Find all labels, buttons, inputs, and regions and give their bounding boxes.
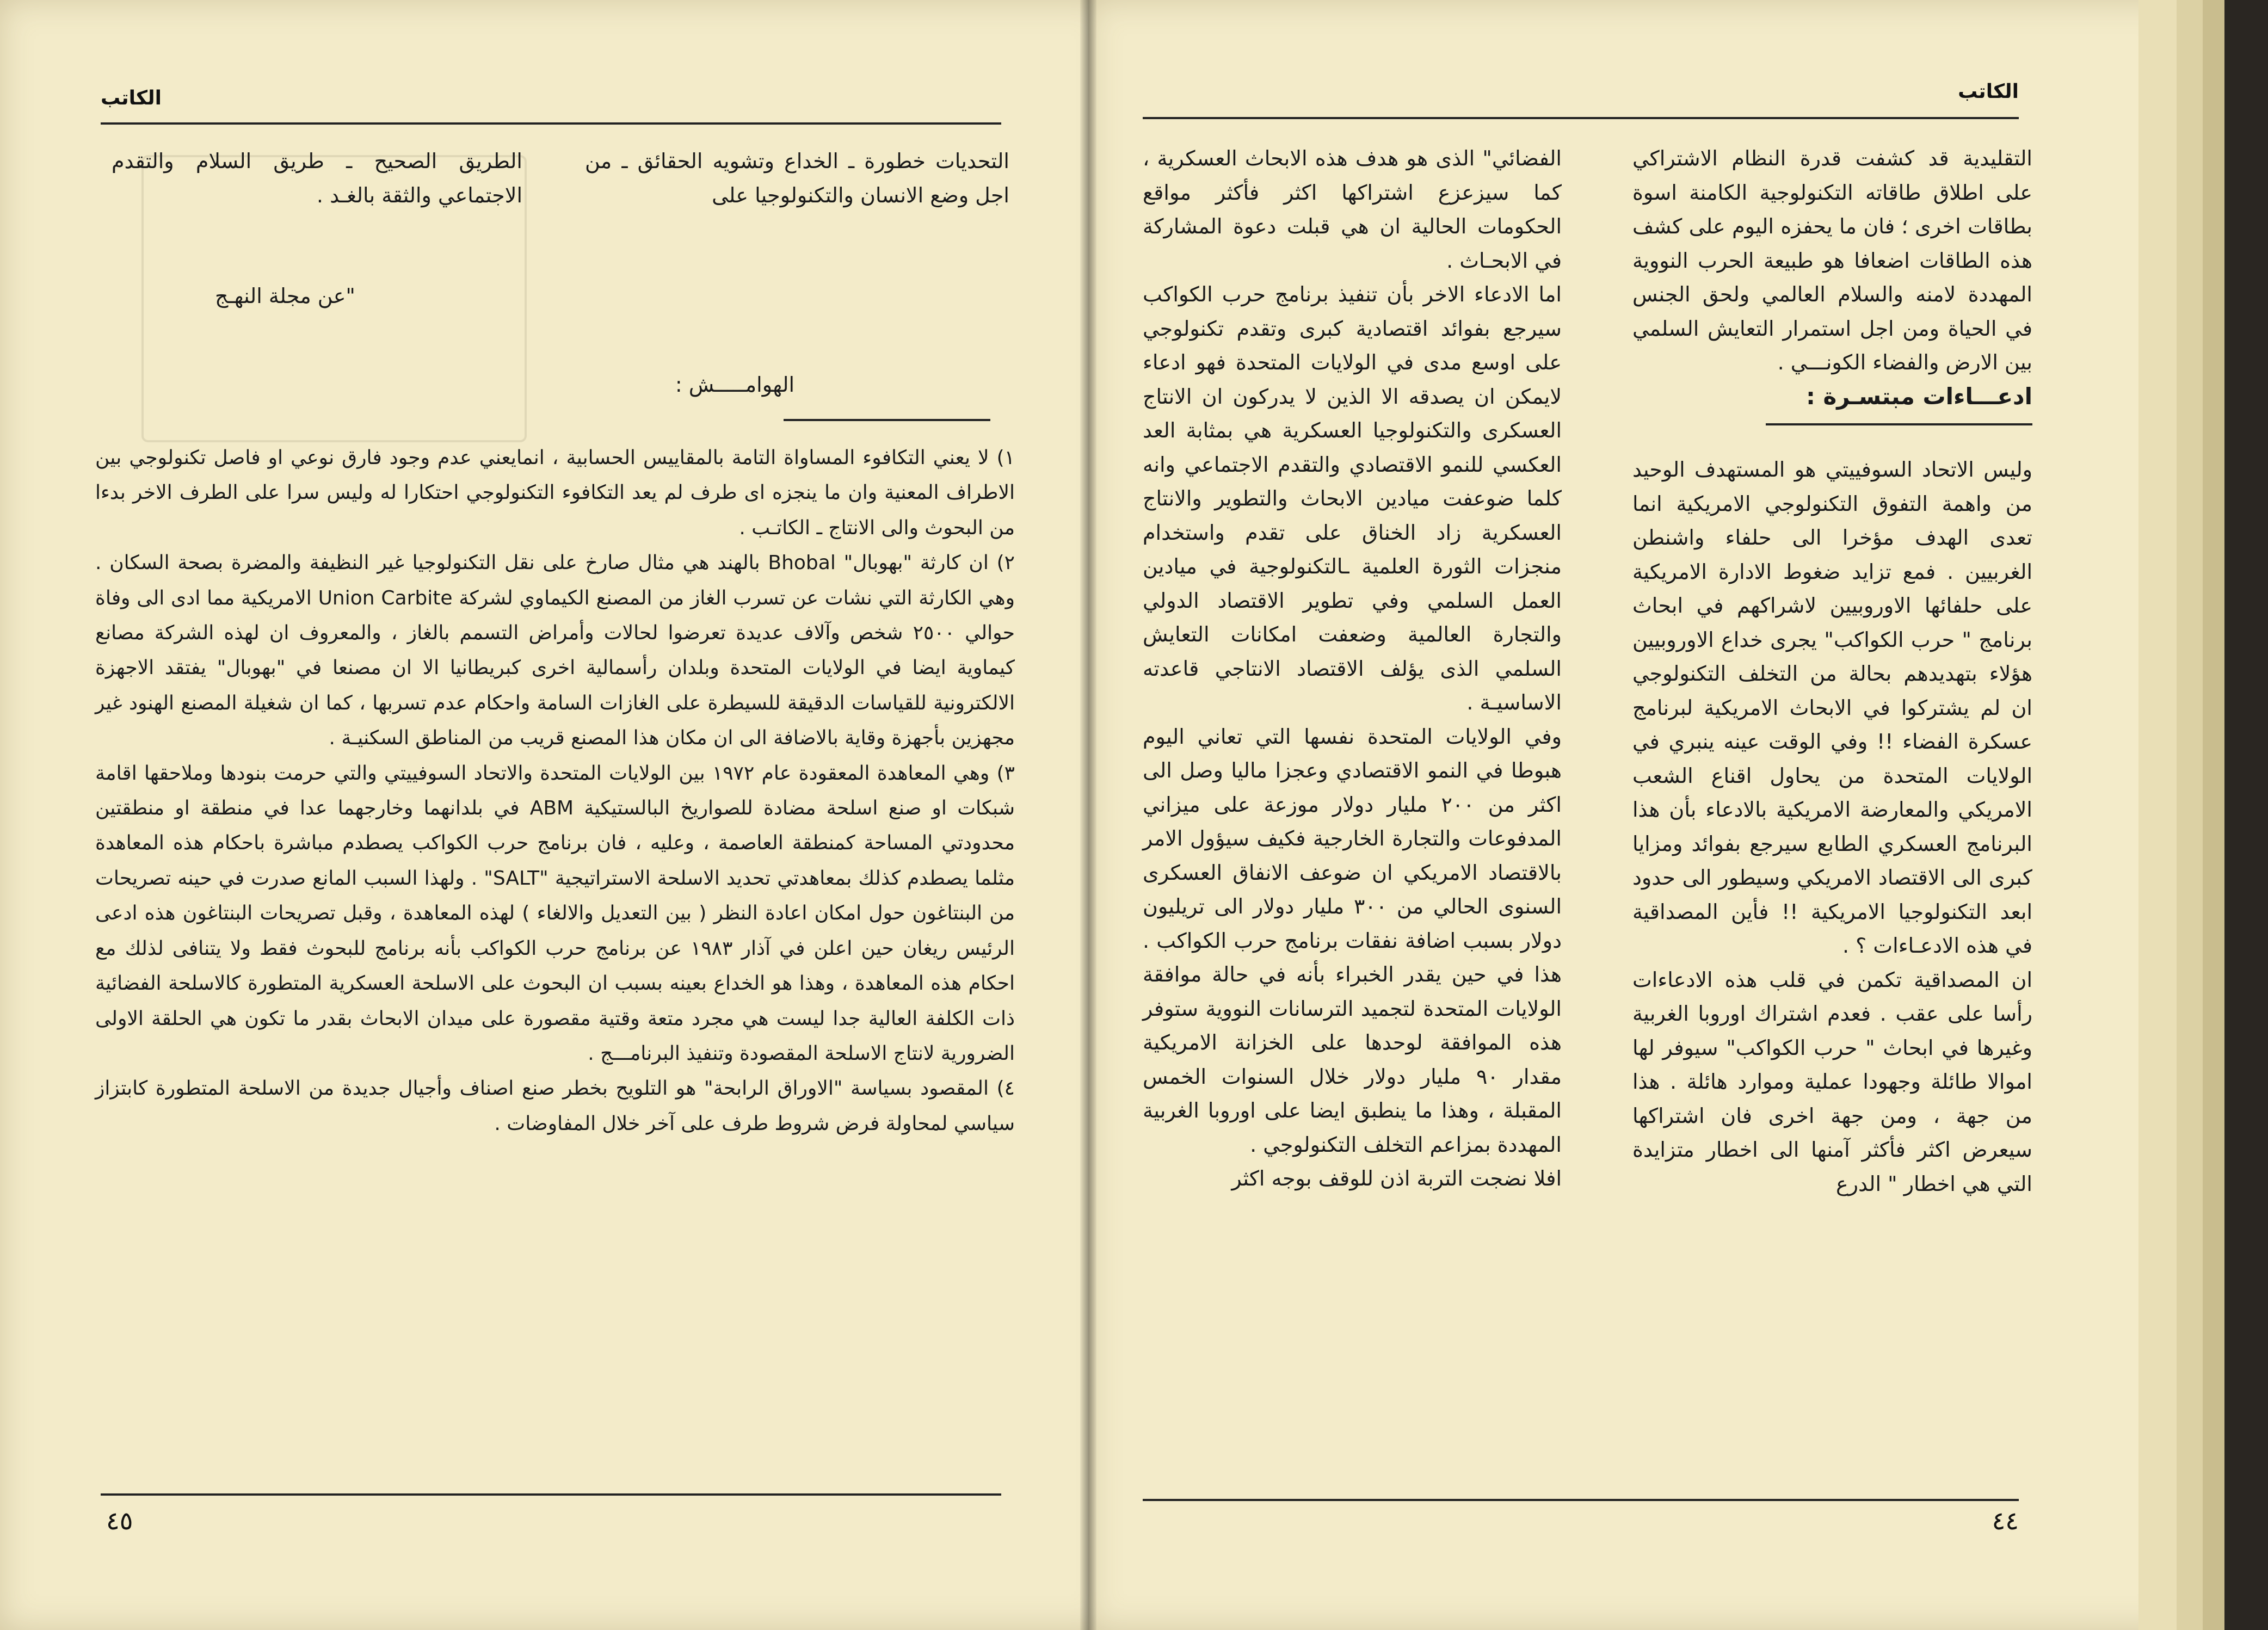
paragraph: الفضائي" الذى هو هدف هذه الابحاث العسكرية ، كما سيزعزع اشتراكها اكثر فأكثر مواقع الحكومات الحالية ان هي قبلت دعوة المشاركة في الابحـاث . — [1143, 146, 1562, 273]
paragraph: التحديات خطورة ـ الخداع وتشويه الحقائق ـ من اجل وضع الانسان والتكنولوجيا على — [585, 149, 1009, 207]
subheading: ادعـــاءات مبتسـرة : — [1806, 382, 2032, 410]
notes-heading: الهوامـــــش : — [675, 373, 794, 397]
subheading-rule — [1766, 423, 2032, 425]
right-header-rule — [1143, 117, 2019, 119]
paragraph: وليس الاتحاد السوفييتي هو المستهدف الوحيد من واهمة التفوق التكنولوجي الامريكية انما تعدى الهدف مؤخرا الى حلفاء واشنطن الغربيين . فمع تزايد ضغوط الادارة الامريكية على حلفائها الاوروبيين لاشراكهم في ابحاث برنامج " حرب الكواكب" يجرى خداع الاوروبيين هؤلاء بتهديدهم بحالة من التخلف التكنولوجي ان لم يشتركوا في الابحاث الامريكية لبرنامج عسكرة الفضاء !! وفي الوقت عينه ينبري في الولايات المتحدة من يحاول اقناع الشعب الامريكي والمعارضة الامريكية بالادعاء بأن هذا البرنامج العسكري الطابع سيرجع بفوائد ومزايا كبرى الى الاقتصاد الامريكي وسيطور الى حدود ابعد التكنولوجيا الامريكية !! فأين المصداقية في هذه الادعـاءات ؟ . — [1632, 458, 2032, 958]
left-footer-rule — [101, 1493, 1001, 1496]
left-header-rule — [101, 122, 1001, 125]
left-page-column-right — [585, 144, 1009, 212]
paragraph: افلا نضجت التربة اذن للوقف بوجه اكثر — [1231, 1166, 1562, 1190]
page-edge — [2177, 0, 2203, 1630]
page-edge — [2138, 0, 2177, 1630]
paragraph: ان المصداقية تكمن في قلب هذه الادعاءات رأسا على عقب . فعدم اشتراك اوروبا الغربية وغيرها في ابحاث " حرب الكواكب" سيوفر لها اموالا طائلة وجهودا عملية وموارد هائلة . هذا من جهة ، ومن جهة اخرى فان اشتراكها سيعرض اكثر فأكثر آمنها الى اخطار متزايدة التي هي اخطار " الدرع — [1632, 967, 2032, 1196]
paragraph: وفي الولايات المتحدة نفسها التي تعاني اليوم هبوطا في النمو الاقتصادي وعجزا ماليا وصل الى اكثر من ٢٠٠ مليار دولار موزعة على ميزاني المدفوعات والتجارة الخارجية فكيف سيؤول الامر بالاقتصاد الامريكي ان ضوعف الانفاق العسكرى السنوى الحالي من ٣٠٠ مليار دولار الى تريليون دولار بسبب اضافة نفقات برنامج حرب الكواكب . هذا في حين يقدر الخبراء بأنه في حالة موافقة الولايات المتحدة لتجميد الترسانات النووية ستوفر هذه الموافقة لوحدها على الخزانة الامريكية مقدار ٩٠ مليار دولار خلال السنوات الخمس المقبلة ، وهذا ما ينطبق ايضا على اوروبا الغربية المهددة بمزاعم التخلف التكنولوجي . — [1143, 724, 1562, 1157]
right-page-number: ٤٤ — [1992, 1506, 2019, 1535]
footnote-2: ٢) ان كارثة "بهوبال" Bhobal بالهند هي مثال صارخ على نقل التكنولوجيا غير النظيفة والمضرة بصحة السكان . وهي الكارثة التي نشات عن تسرب الغاز من المصنع الكيماوي لشركة Union Carbite الامريكية مما ادى الى وفاة حوالي ٢٥٠٠ شخص وآلاف عديدة تعرضوا لحالات وأمراض التسمم بالغاز ، والمعروف ان لهذه الشركة مصانع كيماوية ايضا في الولايات المتحدة وبلدان رأسمالية اخرى كبريطانيا الا ان مصنعا في "بهوبال" يفتقد الاجهزة الالكترونية للقياسات الدقيقة للسيطرة على الغازات السامة واحكام عدم تسربها ، كما ان شغيلة المصنع الهنود غير مجهزين بأجهزة وقاية بالاضافة الى ان مكان هذا المصنع قريب من المناطق السكنيـة . — [95, 552, 1015, 750]
footnote-1: ١) لا يعني التكافوء المساواة التامة بالمقاييس الحسابية ، انمايعني عدم وجود فارق نوعي او فاصل تكنولوجي بين الاطراف المعنية وان ما ينجزه اى طرف لم يعد التكافوء التكنولوجي احتكارا له وليس سرا على الطرف الاخر بدءا من البحوث والى الانتاج ـ الكاتـب . — [95, 447, 1015, 539]
book-spine — [1080, 0, 1096, 1630]
right-page-header: الكاتب — [1958, 81, 2019, 103]
left-page — [0, 0, 1110, 1630]
page-edge — [2203, 0, 2224, 1630]
right-page-column-right — [1632, 141, 2032, 1201]
source-credit: "عن مجلة النهـج — [215, 284, 355, 308]
notes-rule — [784, 419, 990, 421]
footnote-3: ٣) وهي المعاهدة المعقودة عام ١٩٧٢ بين الولايات المتحدة والاتحاد السوفييتي والتي حرمت بنودها وملاحقها اقامة شبكات او صنع اسلحة مضادة للصواريخ البالستيكية ABM في بلدانهما وخارجهما عدا في منطقة او منطقتين محدودتي المساحة كمنطقة العاصمة ، وعليه ، فان برنامج حرب الكواكب يصطدم مباشرة باحكام هذه المعاهدة مثلما يصطدم كذلك بمعاهدتي تحديد الاسلحة الاستراتيجية "SALT" . ولهذا السبب المانع صدرت في حينه تصريحات من البنتاغون حول امكان اعادة النظر ( بين التعديل والالغاء ) لهذه المعاهدة ، وقبل تصريحات البنتاغون هذه ادعى الرئيس ريغان حين اعلن في آذار ١٩٨٣ عن برنامج حرب الكواكب بأنه برنامج للبحوث فقط ولا يتنافى لذلك مع احكام هذه المعاهدة ، وهذا هو الخداع بعينه بسبب ان البحوث على الاسلحة العسكرية المتطورة كالاسلحة الفضائية ذات الكلفة العالية جدا ليست هي مجرد متعة وقتية مقصورة على ميدان الابحاث بقدر ما تكون هي الحلقة الاولى الضرورية لانتاج الاسلحة المقصودة وتنفيذ البرنامـــج . — [95, 762, 1015, 1065]
right-page — [1088, 0, 2177, 1630]
left-page-number: ٤٥ — [106, 1506, 133, 1535]
footnotes — [95, 441, 1015, 1141]
footnote-4: ٤) المقصود بسياسة "الاوراق الرابحة" هو التلويح بخطر صنع اصناف وأجيال جديدة من الاسلحة المتطورة كابتزاز سياسي لمحاولة فرض شروط طرف على آخر خلال المفاوضات . — [95, 1077, 1015, 1135]
paragraph: التقليدية قد كشفت قدرة النظام الاشتراكي على اطلاق طاقاته التكنولوجية الكامنة اسوة بطاقات اخرى ؛ فان ما يحفزه اليوم على كشف هذه الطاقات اضعافا هو طبيعة الحرب النووية المهددة لامنه والسلام العالمي ولحق الجنس في الحياة ومن اجل استمرار التعايش السلمي بين الارض والفضاء الكونـــي . — [1632, 146, 2032, 374]
right-page-column-left — [1143, 141, 1562, 1196]
paragraph: اما الادعاء الاخر بأن تنفيذ برنامج حرب الكواكب سيرجع بفوائد اقتصادية كبرى وتقدم تكنولوجي على اوسع مدى في الولايات المتحدة فهو ادعاء لايمكن ان يصدقه الا الذين لا يدركون ان الانتاج العسكرى والتكنولوجيا العسكرية هي بمثابة العد العكسي للنمو الاقتصادي والتقدم الاجتماعي وانه كلما ضوعفت ميادين الابحاث والتطوير والانتاج العسكرية زاد الخناق على تقدم واستخدام منجزات الثورة العلمية ـالتكنولوجية في ميادين العمل السلمي وفي تطوير الاقتصاد الدولي والتجارة العالمية وضعفت امكانات التعايش السلمي الذى يؤلف الاقتصاد الانتاجي قاعدته الاساسيـة . — [1143, 282, 1562, 714]
left-page-header: الكاتب — [101, 87, 162, 109]
left-page-column-left — [112, 144, 522, 212]
paragraph: الطريق الصحيح ـ طريق السلام والتقدم الاجتماعي والثقة بالغـد . — [112, 149, 522, 207]
right-footer-rule — [1143, 1499, 2019, 1501]
